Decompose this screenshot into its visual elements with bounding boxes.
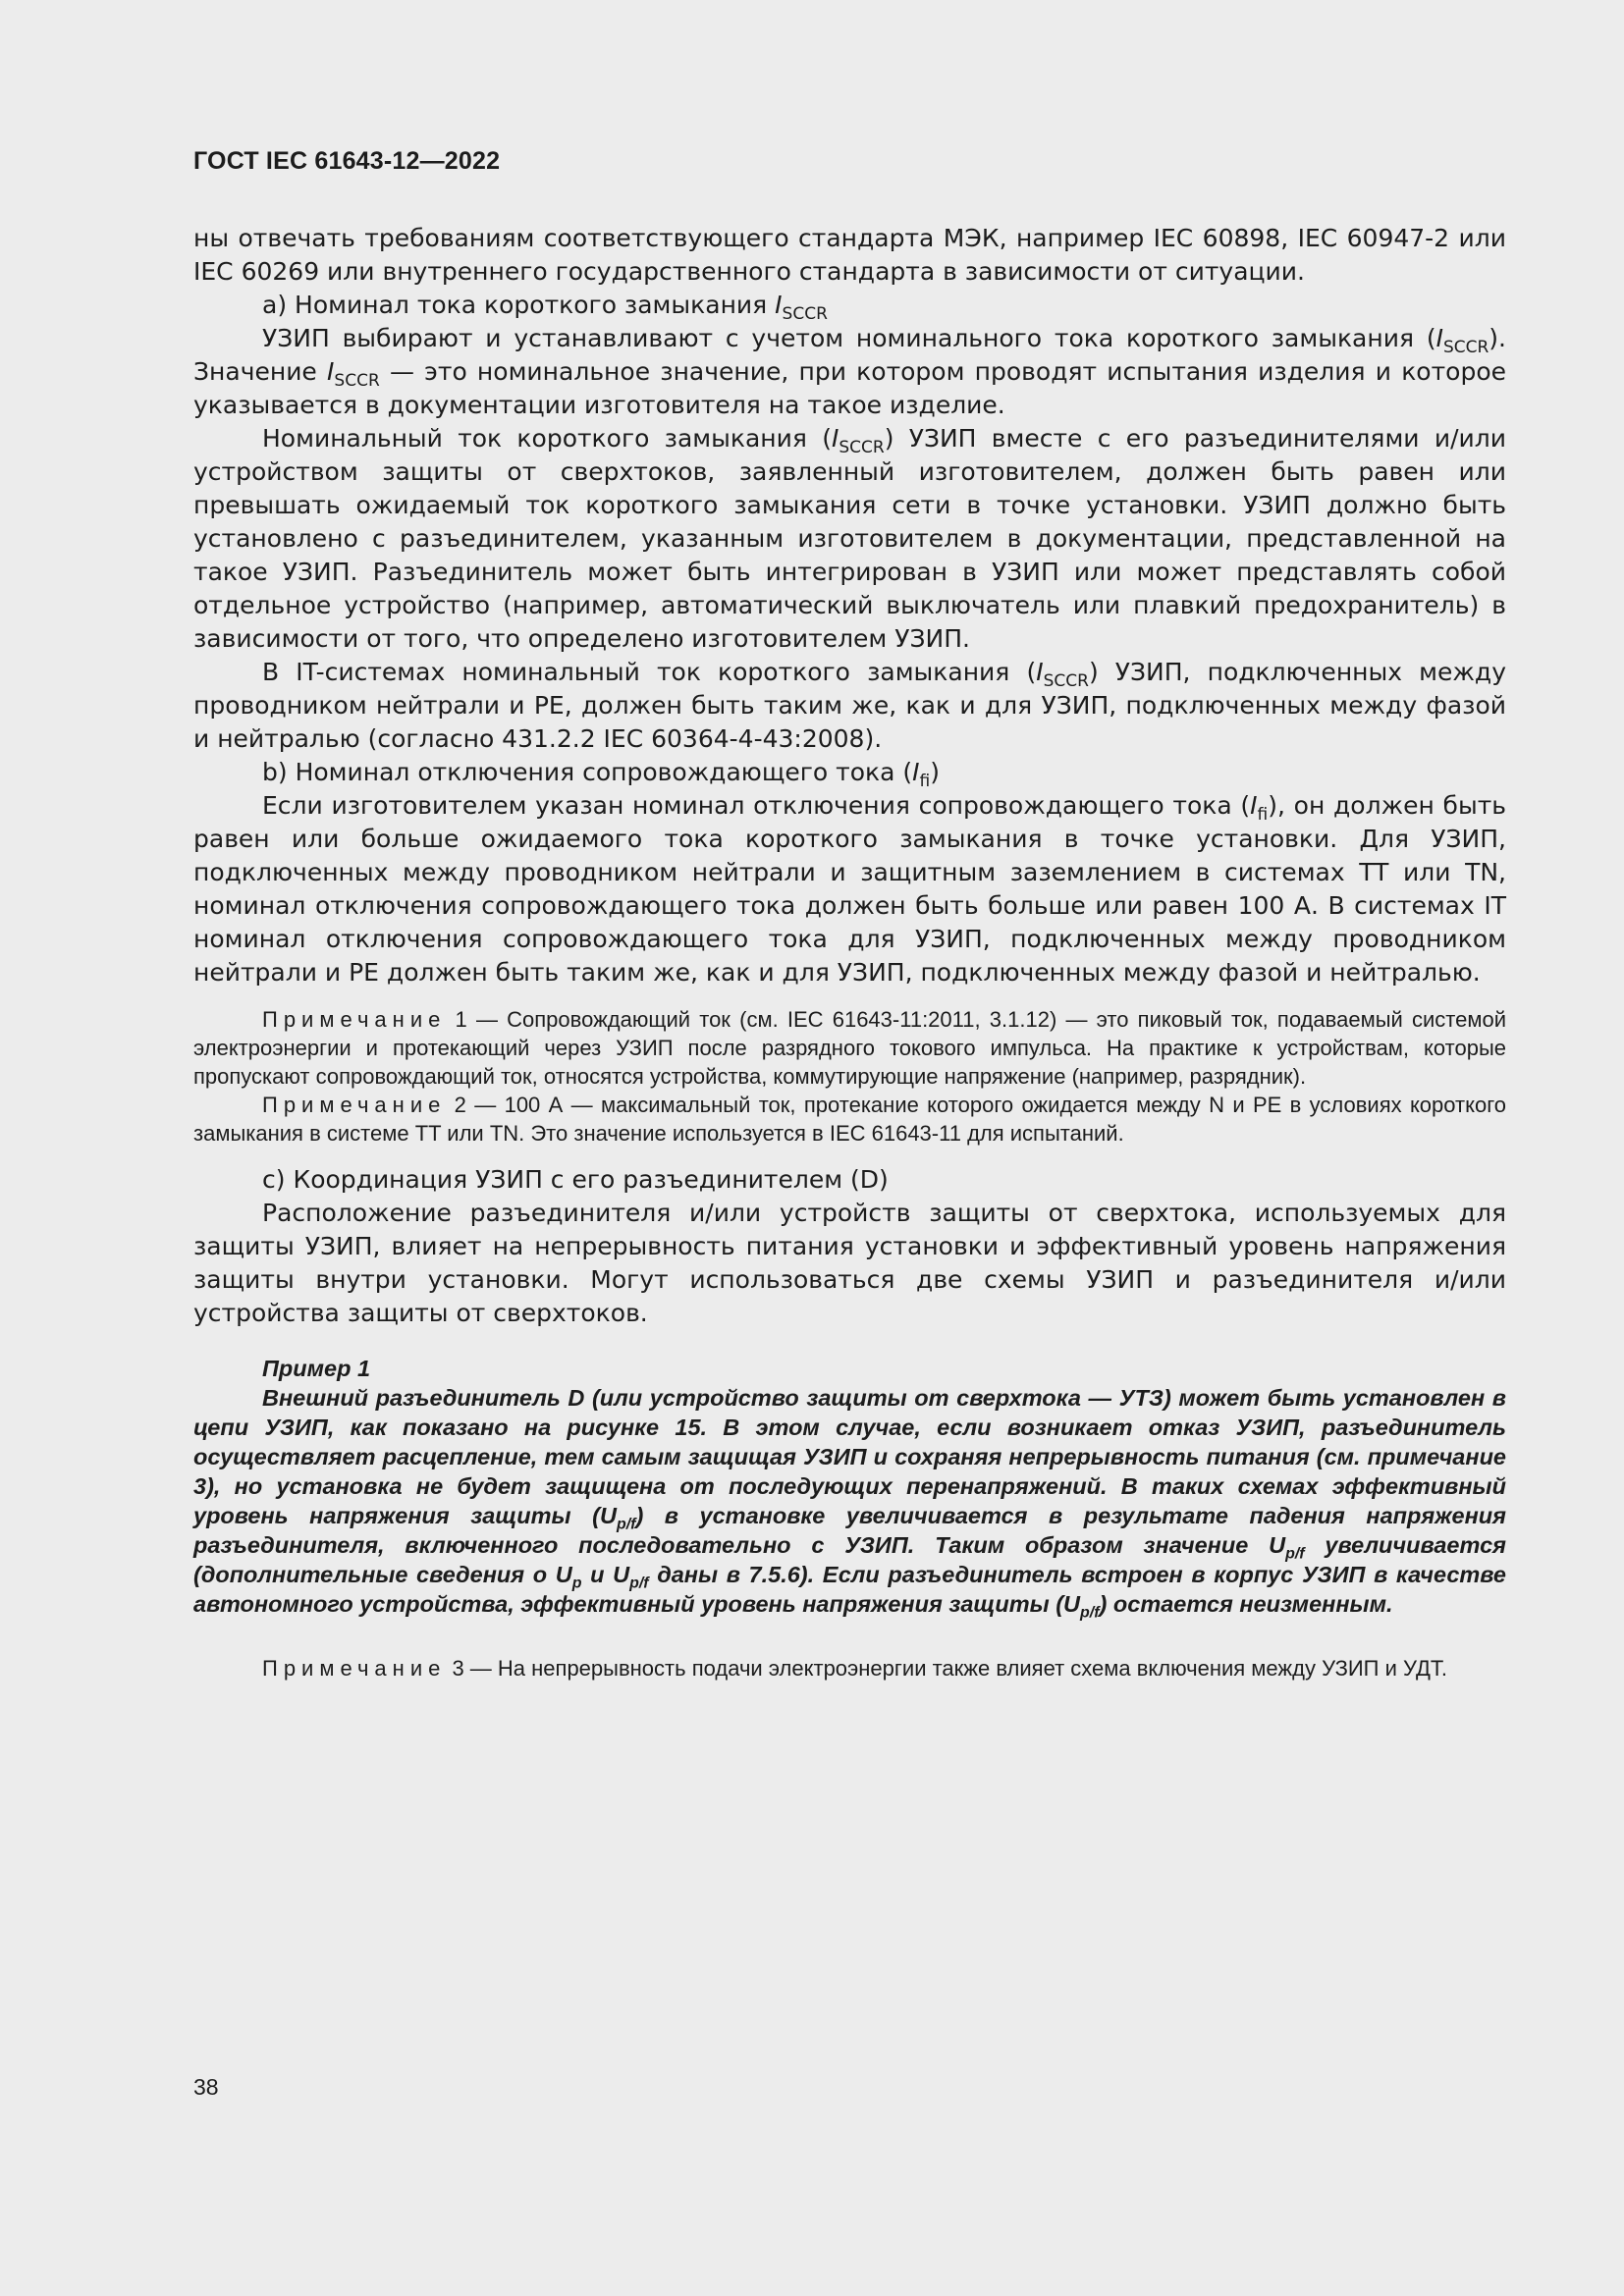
note-label: Примечание (262, 1656, 447, 1681)
page-number: 38 (193, 2074, 219, 2100)
paragraph-it-systems: В IT-системах номинальный ток короткого замыкания $(I_{SCCR})$ УЗИП, подключенных между проводником нейтрали и PE, должен быть таким же, как и для УЗИП, подключенных между фазой и нейтралью (согласно 431.2.2 IEC 60364-4-43:2008). (193, 658, 1506, 753)
note-label: Примечание (262, 1007, 447, 1032)
item-c-heading: c) Координация УЗИП с его разъединителем (D) (262, 1165, 889, 1194)
paragraph-disconnector-placement: Расположение разъединителя и/или устройств защиты от сверхтока, используемых для защиты УЗИП, влияет на непрерывность питания установки и эффективный уровень напряжения защиты внутри установки. Могут использоваться две схемы УЗИП и разъединителя и/или устройства защиты от сверхтоков. (193, 1199, 1506, 1327)
page-content (193, 222, 1506, 1682)
note-1: Примечание 1 — Сопровождающий ток (см. IEC 61643-11:2011, 3.1.12) — это пиковый ток, подаваемый системой электроэнергии и протекающий через УЗИП после разрядного токового импульса. На практике к устройствам, которые пропускают сопровождающий ток, относятся устройства, коммутирующие напряжение (например, разрядник). (193, 1007, 1506, 1089)
document-header: ГОСТ IEC 61643-12—2022 (193, 147, 501, 175)
note-3: Примечание 3 — На непрерывность подачи электроэнергии также влияет схема включения между УЗИП и УДТ. (262, 1656, 1448, 1681)
paragraph-intro: ны отвечать требованиям соответствующего стандарта МЭК, например IEC 60898, IEC 60947-2 или IEC 60269 или внутреннего государственного стандарта в зависимости от ситуации. (193, 224, 1506, 286)
note-2: Примечание 2 — 100 А — максимальный ток, протекание которого ожидается между N и PE в условиях короткого замыкания в системе TT или TN. Это значение используется в IEC 61643-11 для испытаний. (193, 1093, 1506, 1146)
example-1-text: Внешний разъединитель D (или устройство защиты от сверхтока — УТЗ) может быть установлен в цепи УЗИП, как показано на рисунке 15. В этом случае, если возникает отказ УЗИП, разъединитель осуществляет расцепление, тем самым защищая УЗИП и сохраняя непрерывность питания (см. примечание 3), но установка не будет защищена от последующих перенапряжений. В таких схемах эффективный уровень напряжения защиты $(U_{p/f})$ в установке увеличивается в результате падения напряжения разъединителя, включенного последовательно с УЗИП. Таким образом значение $U_{p/f}$ увеличивается (дополнительные сведения о $U_p$ и $U_{p/f}$ даны в 7.5.6). Если разъединитель встроен в корпус УЗИП в качестве автономного устройства, эффективный уровень напряжения защиты $(U_{p/f})$ остается неизменным. (193, 1385, 1506, 1622)
note-label: Примечание (262, 1093, 447, 1117)
paragraph-sccr-selection: УЗИП выбирают и устанавливают с учетом номинального тока короткого замыкания $(I_{SCCR})$. Значение $I_{SCCR}$ — это номинальное значение, при котором проводят испытания изделия и которое указывается в документации изготовителя на такое изделие. (193, 324, 1507, 419)
paragraph-follow-current: Если изготовителем указан номинал отключения сопровождающего тока $(I_{fi})$, он должен быть равен или больше ожидаемого тока короткого замыкания в точке установки. Для УЗИП, подключенных между проводником нейтрали и защитным заземлением в системах TT или TN, номинал отключения сопровождающего тока должен быть больше или равен 100 А. В системах IT номинал отключения сопровождающего тока для УЗИП, подключенных между проводником нейтрали и PE должен быть таким же, как и для УЗИП, подключенных между фазой и нейтралью. (193, 791, 1506, 987)
item-b-heading: b) Номинал отключения сопровождающего тока $(I_{fi})$ (262, 758, 940, 791)
example-title: Пример 1 (262, 1356, 371, 1381)
paragraph-sccr-rating: Номинальный ток короткого замыкания $(I_{SCCR})$ УЗИП вместе с его разъединителями и/или устройством защиты от сверхтоков, заявленный изготовителем, должен быть равен или превышать ожидаемый ток короткого замыкания сети в точке установки. УЗИП должно быть установлено с разъединителем, указанным изготовителем в документации, представленной на такое УЗИП. Разъединитель может быть интегрирован в УЗИП или может представлять собой отдельное устройство (например, автоматический выключатель или плавкий предохранитель) в зависимости от того, что определено изготовителем УЗИП. (193, 424, 1506, 653)
item-a-heading: a) Номинал тока короткого замыкания $I_{SCCR}$ (262, 291, 828, 324)
